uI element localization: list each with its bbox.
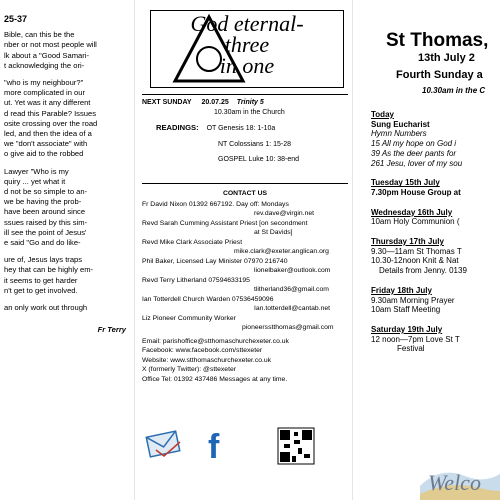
- reflection-line: we be having the prob-: [4, 197, 82, 207]
- sunday-name: Fourth Sunday a: [396, 69, 483, 81]
- event-item: 10am Staff Meeting: [371, 305, 441, 315]
- reflection-reference: 25-37: [4, 14, 28, 24]
- banner-line: God eternal-: [190, 11, 304, 36]
- contact-row: Revd Mike Clark Associate Priest: [142, 238, 243, 246]
- reflection-line: ill see the point of Jesus': [4, 227, 87, 237]
- svg-text:f: f: [208, 428, 220, 466]
- event-item: 10am Holy Communion (: [371, 217, 460, 227]
- service-column: [356, 0, 500, 500]
- service-time: 10.30am in the C: [422, 86, 486, 95]
- reflection-line: n't get to get involved.: [4, 285, 78, 295]
- event-item: 9.30—11am St Thomas T: [371, 246, 462, 256]
- contact-email: mike.clark@exeter.anglican.org: [234, 248, 329, 255]
- reflection-line: nber or not most people will: [4, 40, 97, 50]
- day-heading: Tuesday 15th July: [371, 178, 440, 188]
- contact-row: Revd Sarah Cumming Assistant Priest [on secondment: [142, 219, 308, 227]
- next-sunday-label: NEXT SUNDAY: [142, 99, 192, 106]
- reflection-line: ut. Yet was it any different: [4, 98, 91, 108]
- parish-email: Email: parishoffice@stthomaschurchexeter.co.uk: [142, 337, 289, 345]
- reflection-line: Bible, can this be the: [4, 30, 75, 40]
- event-item: [371, 188, 500, 198]
- hymn-item: 261 Jesu, lover of my sou: [371, 158, 463, 168]
- hymn-item: 39 As the deer pants for: [371, 148, 457, 158]
- banner-line: in one: [219, 53, 275, 78]
- contacts-section: [142, 189, 348, 384]
- email-icon: [146, 431, 180, 457]
- reflection-line: osite crossing over the road: [4, 118, 98, 128]
- twitter-handle: X (formerly Twitter): @sttexeter: [142, 366, 237, 373]
- contact-icons: [138, 420, 350, 480]
- reading-gospel: GOSPEL Luke 10: 38-end: [218, 156, 300, 164]
- reflection-column: [0, 0, 130, 500]
- event-item: 10.30-12noon Knit & Nat: [371, 256, 459, 266]
- weekly-schedule: [371, 110, 500, 354]
- qr-code-icon: [278, 428, 314, 464]
- contacts-title: CONTACT US: [222, 190, 268, 197]
- day-heading: Wednesday 16th July: [371, 207, 453, 217]
- contact-row: Liz Pioneer Community Worker: [142, 314, 236, 322]
- banner-text: [151, 13, 343, 76]
- divider-line: [142, 94, 348, 95]
- reflection-line: we "don't associate" with: [4, 139, 88, 149]
- reading-ot: OT Genesis 18: 1-10a: [206, 125, 276, 133]
- reflection-line: e said "Go and do like-: [4, 238, 81, 248]
- next-sunday-trinity: Trinity 5: [236, 99, 264, 106]
- welcome-text: Welco: [428, 470, 481, 495]
- service-date: 13th July 2: [418, 52, 475, 64]
- next-sunday-section: [142, 98, 348, 165]
- day-heading: Saturday 19th July: [371, 324, 443, 334]
- hymn-item: 15 All my hope on God i: [371, 139, 457, 149]
- reflection-line: t acknowledging the ori-: [4, 60, 85, 70]
- column-divider: [352, 0, 353, 500]
- day-heading: Friday 18th July: [371, 285, 432, 295]
- reflection-line: d not be so simple to an-: [4, 187, 88, 197]
- contact-row: Fr David Nixon 01392 667192. Day off: Mondays: [142, 200, 289, 208]
- event-text: 7.30pm House Group at: [371, 187, 461, 197]
- contact-email: rev.dave@virgin.net: [254, 210, 315, 217]
- reflection-line: more complicated in our: [4, 88, 86, 98]
- reading-nt: NT Colossians 1: 15-28: [218, 140, 292, 148]
- reflection-line: led, and then the idea of a: [4, 129, 92, 139]
- contact-row: at St Davids]: [254, 229, 293, 236]
- reflection-line: hey that can be highly em-: [4, 265, 94, 275]
- reflection-signature: Fr Terry: [97, 325, 126, 335]
- reflection-line: Lawyer "Who is my: [4, 166, 69, 176]
- day-heading: Today: [371, 110, 394, 119]
- contact-email: Ian.totterdell@cantab.net: [254, 305, 331, 312]
- reflection-line: quiry ... yet what it: [4, 176, 66, 186]
- event-item: 9.30am Morning Prayer: [371, 295, 455, 305]
- info-column: [138, 0, 350, 500]
- contact-email: pioneersstthomas@gmail.com: [242, 324, 334, 331]
- event-detail: Details from Jenny. 0139: [379, 266, 467, 276]
- banner-line: three: [224, 32, 270, 57]
- service-name: Sung Eucharist: [371, 119, 430, 129]
- reflection-line: an only work out through: [4, 303, 88, 313]
- contact-email: lionelbaker@outlook.com: [254, 267, 331, 274]
- contact-row: Ian Totterdell Church Warden 07536459096: [142, 295, 274, 303]
- facebook-link: Facebook: www.facebook.com/sttexeter: [142, 347, 263, 354]
- reflection-line: it seems to get harder: [4, 275, 78, 285]
- reflection-line: ure of, Jesus lays traps: [4, 255, 83, 265]
- contact-email: tlitherland36@gmail.com: [254, 286, 329, 293]
- next-sunday-service: 10.30am in the Church: [214, 108, 285, 116]
- reflection-line: lk about a "Good Samari-: [4, 50, 90, 60]
- contact-row: Phil Baker, Licensed Lay Minister 07970 216740: [142, 257, 288, 265]
- event-detail: Festival: [397, 344, 425, 354]
- title-banner: [150, 10, 344, 88]
- church-title: St Thomas,: [386, 30, 489, 51]
- divider-line: [142, 183, 348, 184]
- reflection-line: o give aid to the robbed: [4, 149, 84, 159]
- facebook-icon: [202, 426, 234, 466]
- event-item: 12 noon—7pm Love St T: [371, 334, 460, 344]
- reflection-line: d read this Parable? Issues: [4, 108, 97, 118]
- reflection-line: "who is my neighbour?": [4, 78, 84, 88]
- website-link: Website: www.stthomaschurchexeter.co.uk: [142, 356, 272, 364]
- hymns-label: Hymn Numbers: [371, 129, 427, 139]
- office-tel: Office Tel: 01392 437486 Messages at any time.: [142, 375, 288, 383]
- column-divider: [134, 0, 135, 500]
- reflection-line: have been around since: [4, 207, 86, 217]
- next-sunday-date: 20.07.25: [201, 99, 229, 106]
- reflection-line: ssues raised by this sim-: [4, 217, 88, 227]
- readings-label: READINGS:: [156, 123, 199, 133]
- welcome-graphic: [420, 446, 500, 500]
- day-heading: Thursday 17th July: [371, 237, 444, 247]
- contact-row: Revd Terry Litherland 07594633195: [142, 276, 250, 284]
